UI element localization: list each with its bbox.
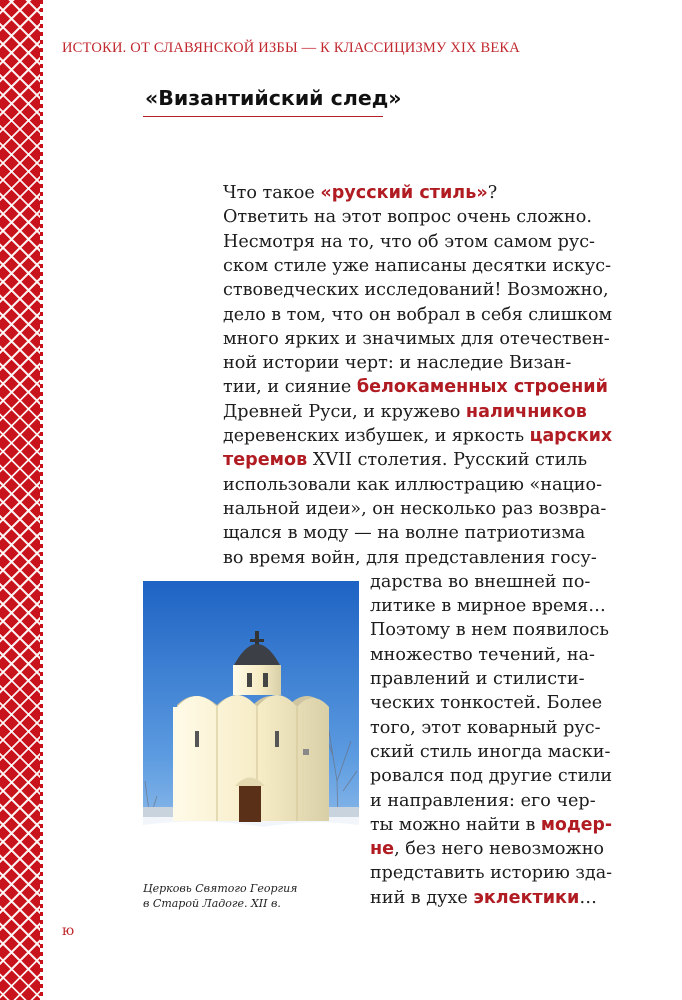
body-text-run: во время войн, для представления госу- <box>223 547 597 568</box>
body-line <box>223 400 587 424</box>
highlighted-term: «русский стиль» <box>320 183 488 203</box>
body-text-run: ровался под другие стили <box>370 766 613 787</box>
body-line <box>223 448 587 472</box>
body-text-run: Древней Руси, и кружево <box>223 401 466 422</box>
body-text-run: правлений и стилисти- <box>370 669 585 689</box>
body-text-run: нальной идеи», он несколько раз возвра- <box>223 498 607 519</box>
title-underline <box>143 116 383 117</box>
body-line <box>223 521 585 545</box>
body-line <box>370 764 612 788</box>
body-line <box>223 254 611 278</box>
body-text-run: деревенских избушек, и яркость <box>223 426 530 446</box>
body-text-run: дело в том, что он вобрал в себя слишком <box>223 304 613 325</box>
folk-ornament-border <box>0 0 40 1000</box>
body-text-run: Что такое <box>223 183 321 203</box>
body-line <box>223 327 610 351</box>
highlighted-term: теремов <box>223 450 308 471</box>
body-text-run: представить историю зда- <box>370 863 613 884</box>
body-text-run: ствоведческих исследований! Возможно, <box>223 280 609 301</box>
body-line <box>223 303 612 327</box>
body-line <box>223 181 497 205</box>
body-line <box>370 861 612 885</box>
body-line <box>223 497 606 521</box>
body-line <box>370 691 602 715</box>
body-line <box>370 789 596 813</box>
body-text-run: ческих тонкостей. Более <box>370 693 603 714</box>
body-line <box>223 351 571 375</box>
body-text-run: ский стиль иногда маски- <box>370 741 611 762</box>
body-line <box>223 375 608 399</box>
body-line <box>223 424 612 448</box>
chapter-title: «Византийский след» <box>145 86 402 110</box>
body-text-run: множество течений, на- <box>370 644 595 665</box>
highlighted-term: эклектики <box>473 887 580 908</box>
body-line <box>370 667 585 691</box>
body-text-run: тии, и сияние <box>223 377 357 398</box>
body-text-run: Ответить на этот вопрос очень сложно. <box>223 207 592 228</box>
body-line <box>370 886 597 910</box>
body-line <box>223 230 595 254</box>
body-text-run: Несмотря на то, что об этом самом рус- <box>223 231 595 252</box>
highlighted-term: не <box>370 839 395 860</box>
body-text-run: Поэтому в нем появилось <box>370 620 609 641</box>
body-line <box>370 837 604 861</box>
body-text-run: литике в мирное время… <box>370 596 606 617</box>
body-line <box>370 740 610 764</box>
body-text-run: … <box>579 887 597 908</box>
body-line <box>370 570 590 594</box>
body-text-run: ной истории черт: и наследие Визан- <box>223 353 572 374</box>
body-text-run: , без него невозможно <box>394 839 605 860</box>
body-text-run: XVII столетия. Русский стиль <box>307 450 588 471</box>
highlighted-term: царских <box>529 426 613 446</box>
body-line <box>223 546 597 570</box>
body-text-run: дарства во внешней по- <box>370 571 591 592</box>
body-text-run: того, этот коварный рус- <box>370 717 601 738</box>
body-line <box>370 643 595 667</box>
body-text-run: ? <box>487 183 498 203</box>
photo-caption-line-2: в Старой Ладоге. XII в. <box>143 897 281 910</box>
body-line <box>370 594 606 618</box>
highlighted-term: белокаменных строений <box>356 377 608 398</box>
body-line <box>370 716 601 740</box>
running-head: ИСТОКИ. ОТ СЛАВЯНСКОЙ ИЗБЫ — К КЛАССИЦИЗМУ XIX ВЕКА <box>62 40 520 56</box>
body-text-run: щался в моду — на волне патриотизма <box>223 523 586 544</box>
body-line <box>370 813 612 837</box>
body-text-run: ском стиле уже написаны десятки искус- <box>223 255 612 276</box>
body-line <box>223 473 602 497</box>
photo-caption-line-1: Церковь Святого Георгия <box>143 882 298 895</box>
page-number: ю <box>62 923 75 939</box>
body-line <box>370 618 609 642</box>
body-text-run: ты можно найти в <box>370 814 541 835</box>
body-text-run: использовали как иллюстрацию «нацио- <box>223 474 603 495</box>
body-line <box>223 278 609 302</box>
body-text-run: и направления: его чер- <box>370 790 596 811</box>
body-line <box>223 205 592 229</box>
body-text-run: много ярких и значимых для отечествен- <box>223 328 610 349</box>
highlighted-term: наличников <box>465 401 587 422</box>
church-photo <box>143 581 359 873</box>
highlighted-term: модер- <box>540 814 613 835</box>
body-text-run: ний в духе <box>370 887 474 908</box>
